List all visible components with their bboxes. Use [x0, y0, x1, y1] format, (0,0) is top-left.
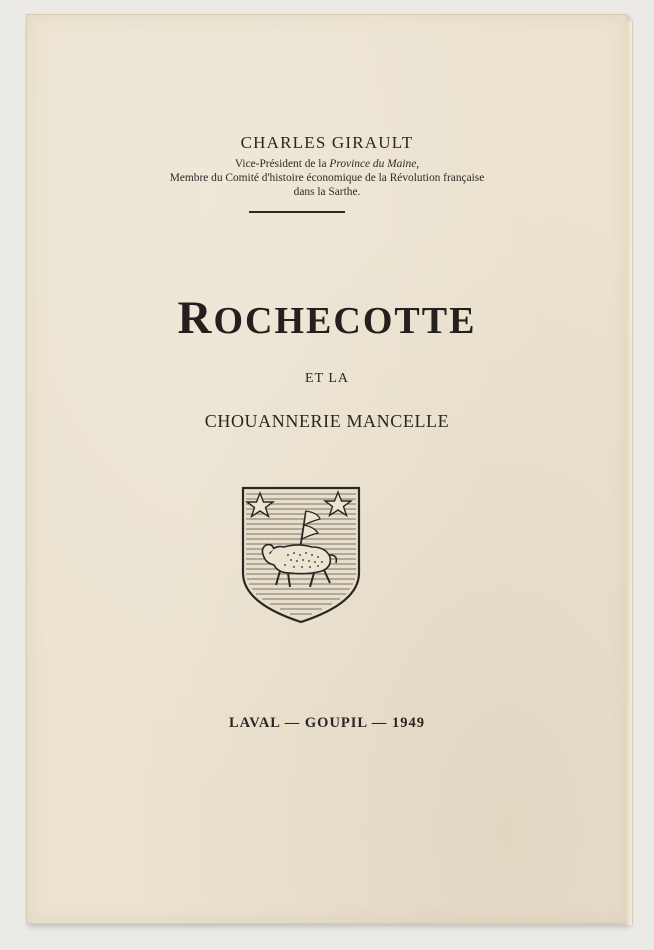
affiliation-italic: Province du Maine [329, 158, 417, 170]
divider-rule [249, 211, 345, 213]
author-name: CHARLES GIRAULT [240, 133, 414, 152]
coat-of-arms-icon [240, 485, 362, 625]
book-cover [26, 14, 628, 924]
title-initial: R [177, 292, 214, 344]
author-affiliation-line-2: Membre du Comité d'histoire économique de la Révolution française [169, 172, 485, 184]
author-affiliation-line-1 [27, 157, 627, 171]
publisher-imprint: LAVAL — GOUPIL — 1949 [228, 715, 426, 731]
title-conjunction: ET LA [304, 371, 349, 386]
affiliation-suffix: , [416, 158, 420, 170]
title-rest: OCHECOTTE [213, 300, 477, 342]
affiliation-prefix: Vice-Président de la [234, 158, 330, 170]
author-affiliation-line-3: dans la Sarthe. [293, 186, 361, 198]
book-subtitle: CHOUANNERIE MANCELLE [204, 411, 450, 431]
book-title [27, 291, 627, 345]
